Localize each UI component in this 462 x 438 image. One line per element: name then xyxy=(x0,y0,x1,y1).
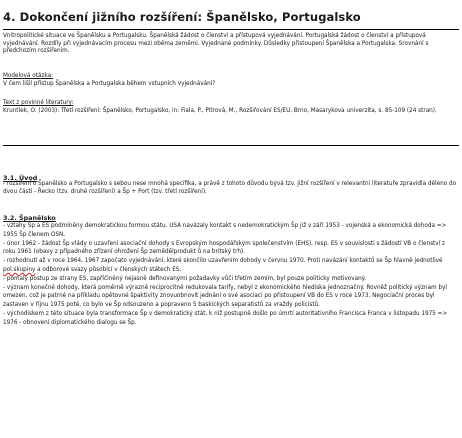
literature-label: Text z povinné literatury: xyxy=(3,100,74,106)
spain-paragraph-1: - vztahy Šp a ES podmíněny demokratickou formou státu. USA navázaly kontakt s nedemokratickým Šp již v září 1953 - vojenská a ekonomická dohoda => 1955 Šp členem OSN. xyxy=(3,223,447,238)
spain-paragraph-5: - význam konečné dohody, která poměrně výrazně reciprocitně redukovala tarify, nebyl z ekonomického hlediska jednoznačný. Rovněž politický význam byl omezen, což je patrné na příkladu opětovné špaktivity znovuobnovit jednání o své asociaci po přistoupení VB do ES v roce 1973. Negociační proces byl zastaven v říjnu 1975 poté, co bylo ve Šp odsouzeno a popraveno 5 baskických separatistů za vraždy policistů. xyxy=(3,284,448,309)
section-intro-body: - rozšíření o Španělsko a Portugalsko s sebou nese mnohá specifika, a právě z tohoto důvodu bývá tzv. jižní rozšíření v relevantní literatuře zpravidla děleno do dvou částí - Řecko (tzv. druhé rozšíření) a Šp + Port (tzv. třetí rozšíření). xyxy=(3,181,457,195)
spain-paragraph-3-end: a odborové svazy působící v členských státech ES. xyxy=(35,266,182,273)
section-heading-spain: 3.2. Španělsko xyxy=(3,214,56,222)
spain-paragraph-2: - únor 1962 - žádost Šp vlády o uzavření asociační dohody s Evropským hospodářským společenstvím (EHS), resp. ES v souvislosti s žádostí VB o členství z roku 1961 (obavy z případného zřízení ohrožení Šp zemědělprodukt ů na britský trh). xyxy=(3,240,446,256)
spellcheck-flagged-word: pol.skupiny xyxy=(3,266,36,273)
spain-paragraph-4: - pomalý postup ze strany ES, zapříčiněný nejasně definovanými požadavky vůči třetím zemím, byl pouze politicky motivovaný. xyxy=(3,275,367,282)
model-question-text: V čem lišil přístup Španělska a Portugalska během vstupních vyjednávání? xyxy=(3,81,216,87)
spain-paragraph-6: - východiskem z této situace byla transformace Šp v demokratický stát, k níž postupně došlo po úmrtí autoritativního Francisca Franca v listopadu 1975 => 1976 - obnovení diplomatického dialogu se Šp. xyxy=(3,310,448,326)
divider-bottom xyxy=(3,145,459,146)
spain-paragraph-3 xyxy=(3,257,457,275)
section-spain-body xyxy=(3,222,457,328)
literature-text: Kruntlek, O. (2003): Třetí rozšíření: Španělsko, Portugalsko, in: Fiala, P., Pitrová, M., Rozšiřování ES/EU, Brno, Masarykova univerzita, s. 85-109 (24 stran). xyxy=(3,108,437,114)
model-question-label: Modelová otázka: xyxy=(3,73,53,79)
section-heading-intro: 3.1. Úvod xyxy=(3,174,38,182)
divider-top xyxy=(3,29,459,30)
page-title: 4. Dokončení jižního rozšíření: Španělsko, Portugalsko xyxy=(3,10,361,24)
intro-paragraph: Vnitropolitické situace ve Španělsku a Portugalsku. Španělská žádost o členství a přístupová vyjednávání. Portugalská žádost o členství a přístupová vyjednávání. Rozdíly při vyjednávacím procesu mezi oběma zeměmi. Vyjednané podmínky. Důsledky přistoupení Španělska a Portugalska. Srovnání s předchozím rozšířením. xyxy=(3,33,429,55)
spain-paragraph-3-start: - rozhodnutí až v roce 1964, 1967 započato vyjednávání, které skončilo uzavřením dohody v červnu 1970. Proti navázání kontaktů se Šp hlavně jednotlivé xyxy=(3,258,443,265)
